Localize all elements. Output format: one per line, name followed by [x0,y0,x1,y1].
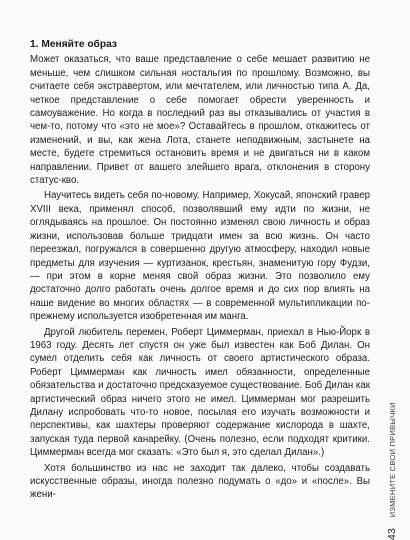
paragraph-4: Хотя большинство из нас не заходит так далеко, чтобы создавать искусственные образы, иногда полезно подумать о «до» и «после». Вы жени- [30,462,370,501]
page-body [30,38,370,502]
paragraph-3: Другой любитель перемен, Роберт Циммерман, приехал в Нью-Йорк в 1963 году. Десять лет спустя он уже был известен как Боб Дилан. Он сумел отделить себя как личность от своего артистического образа. Роберт Циммерман как личность имел обязанности, определенные обязательства и достаточно предсказуемое существование. Боб Дилан как артистический образ ничего этого не имел. Циммерман мог разрешить Дилану испробовать что-то новое, посылая его изучать возможности и перспективы, как шахтеры проверяют содержание кислорода в шахте, запуская туда первой канарейку. (Очень полезно, если подходят критики. Циммерман всегда мог сказать: «Это был я, это сделал Дилан».) [30,326,370,459]
paragraph-2: Научитесь видеть себя по-новому. Например, Хокусай, японский гравер XVIII века, применял способ, позволявший ему идти по жизни, не оглядываясь на прошлое. Он постоянно изменял свою личность и образ жизни, использовав больше тридцати имен за всю жизнь. Он часто переезжал, погружался в совершенно другую атмосферу, находил новые предметы для изучения — куртизанок, крестьян, знаменитую гору Фудзи, — при этом в корне меняя свой образ жизни. Это позволило ему достаточно долго работать очень долгое время и до сих пор влиять на наше видение во многих областях — в современной мультипликации по-прежнему используется изобретенная им манга. [30,190,370,323]
paragraph-1: Может оказаться, что ваше представление о себе мешает развитию не меньше, чем слишком сильная ностальгия по прошлому. Возможно, вы считаете себя экстравертом, или мечтателем, или личностью типа А. Да, четкое представление о себе помогает обрести уверенность и самоуважение. Но когда в последний раз вы отказывались от участия в чем-то, потому что «это не мое»? Оставайтесь в прошлом, откажитесь от изменений, и вы, как жена Лота, станете неподвижным, застынете на месте, будете стремиться остановить время и не двигаться ни в каком направлении. Привет от вашего злейшего врага, отклонения в сторону статус-кво. [30,54,370,187]
section-heading: 1. Меняйте образ [30,39,117,50]
page-number: 43 [386,527,398,540]
running-title: ИЗМЕНИТЕ СВОИ ПРИВЫЧКИ [388,402,397,518]
side-running-header [384,360,398,540]
